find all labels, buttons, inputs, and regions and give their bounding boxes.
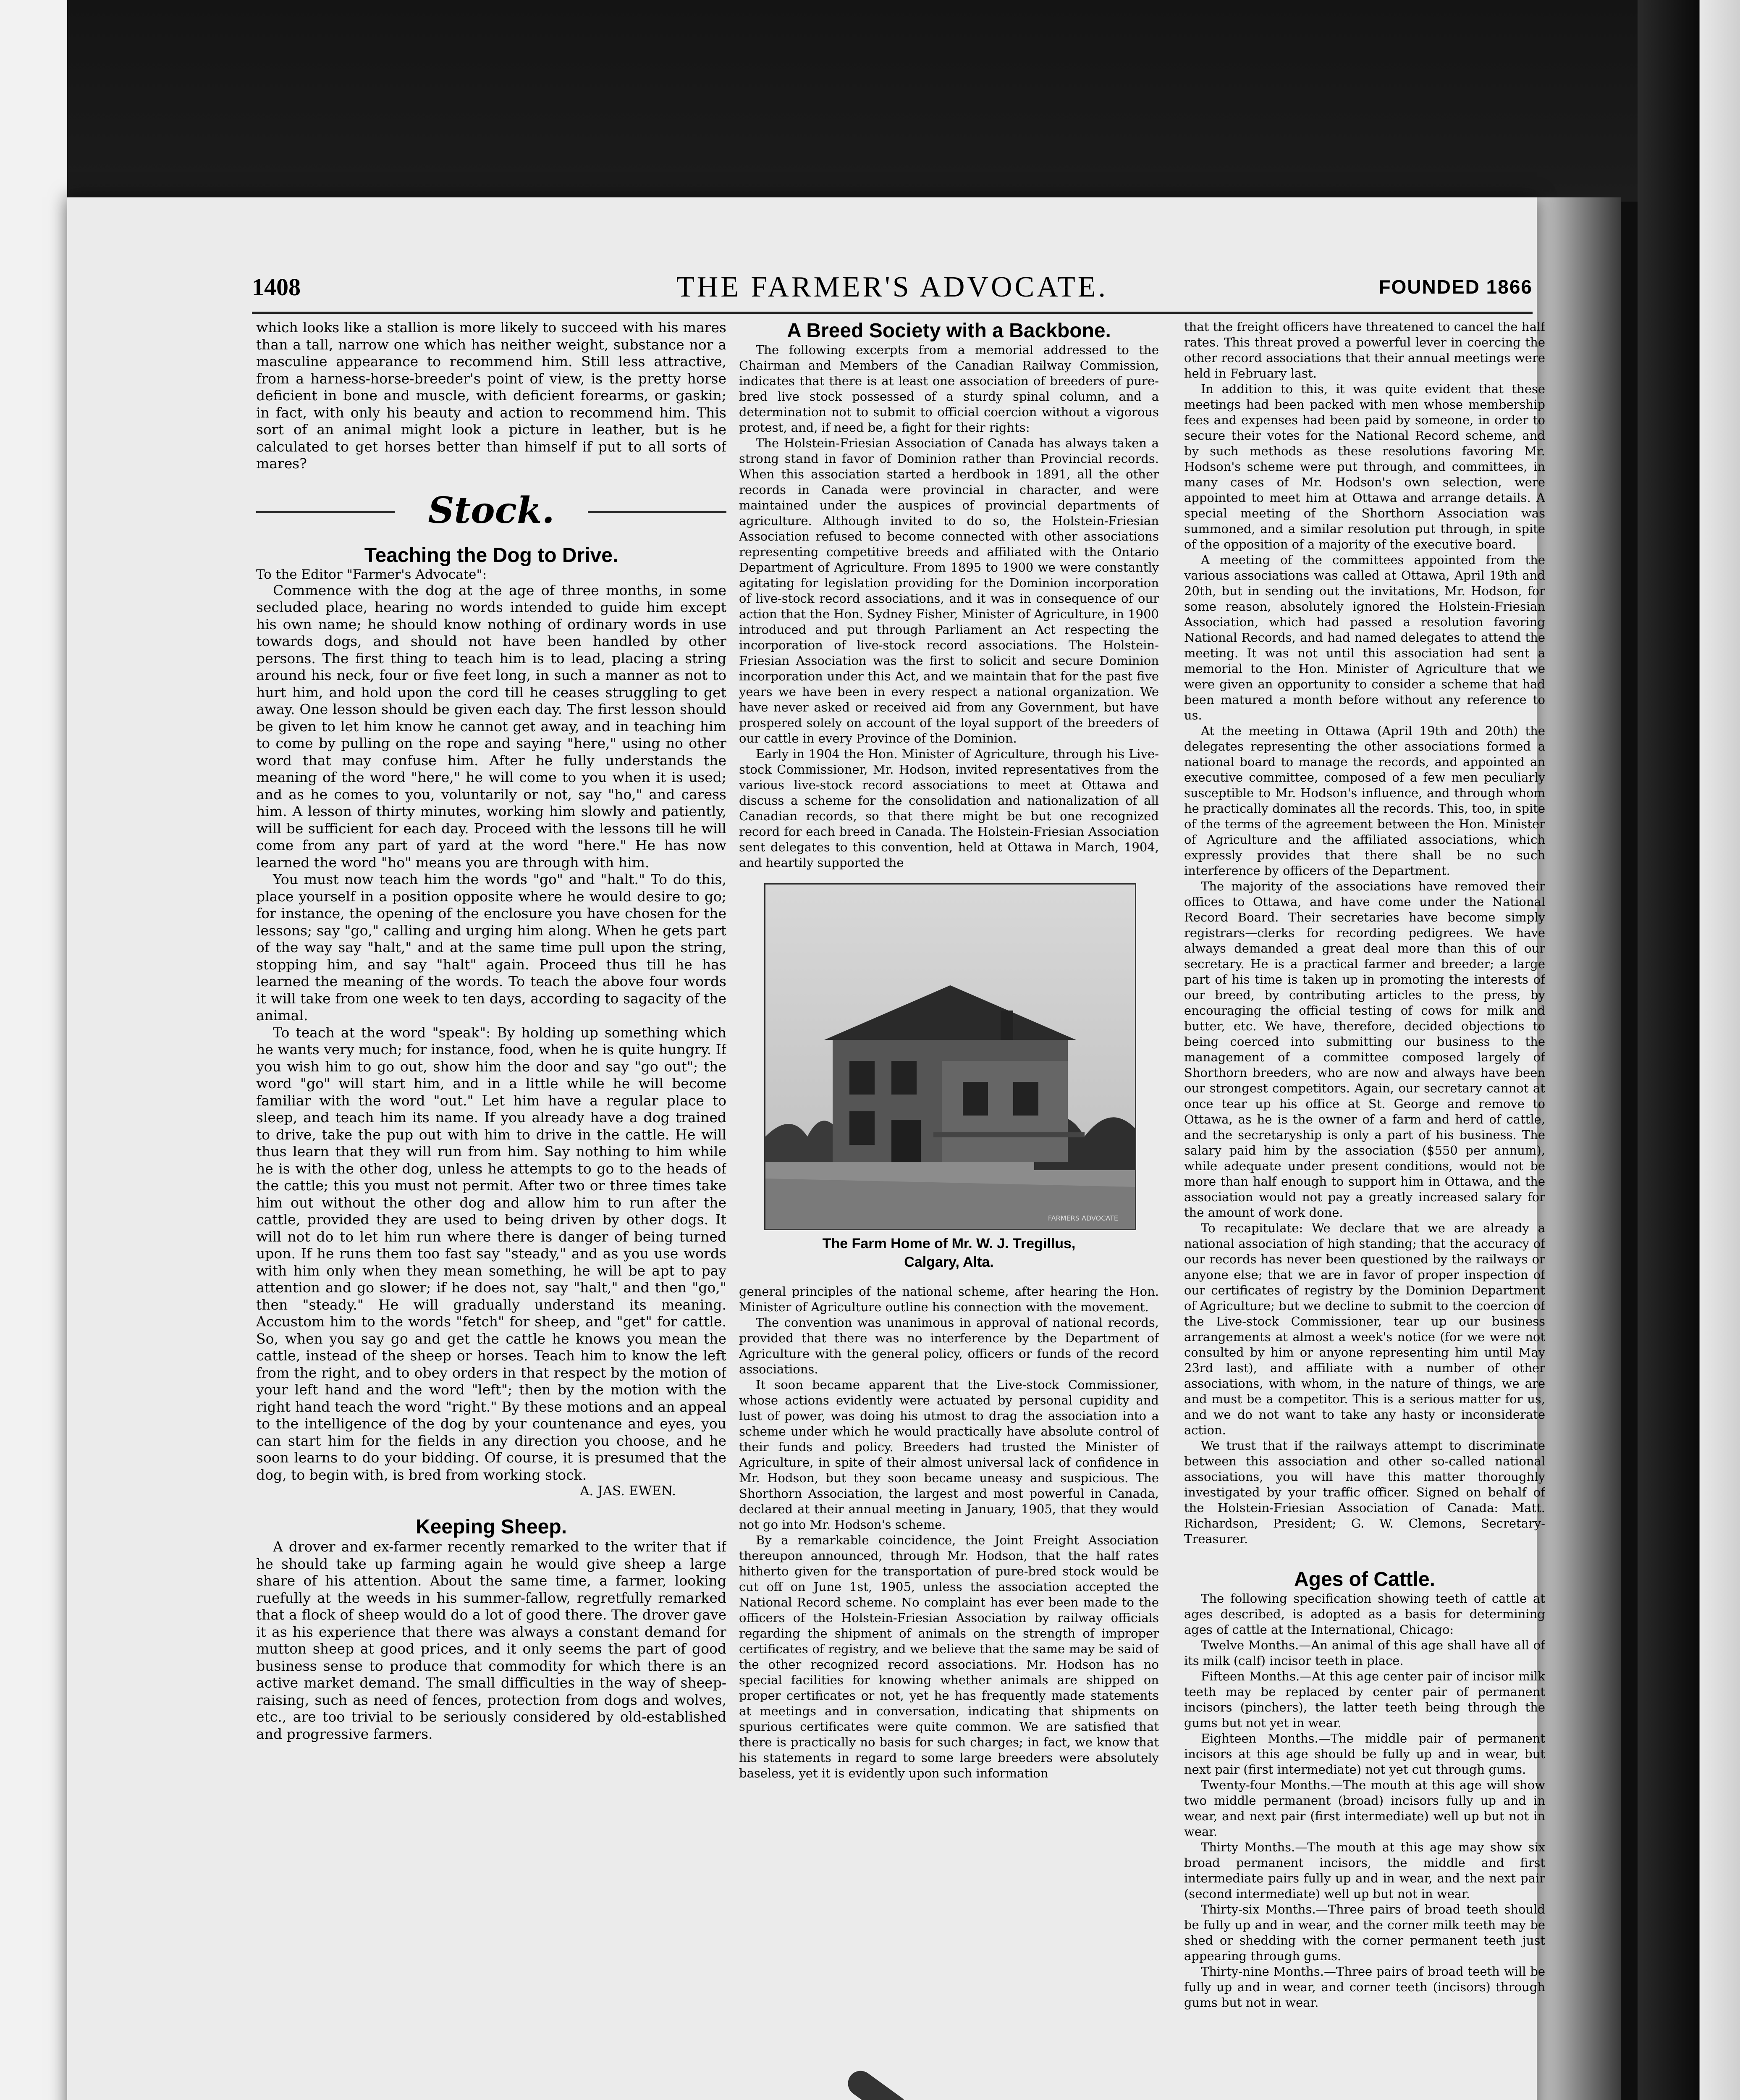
article-paragraph: To teach at the word "speak": By holding up something which he wants very much; for instance, food, when he is quite hungry. If you wish him to go out, show him the door and say "go out"; the word "go" will start him, and in a little while he will become familiar with the word "out." Let him have a regular place to sleep, and teach him its name. If you already have a dog trained to drive, take the pup out with him to drive in the cattle. He will thus learn that they will run from him. Say nothing to him while he is with the other dog, unless he attempts to go to the heads of the cattle; this you must not permit. After two or three times take him out without the other dog and allow him to run after the cattle, provided they are used to being driven by other dogs. It will not do to let him run where there is danger of being turned upon. If he runs them too fast say "steady," and as you use words with him only when they mean something, he will be apt to pay attention and go slower; if he does not, say "halt," and then "go," then "steady." He will gradually understand its meaning. Accustom him to the words "fetch" for sheep, and "get" for cattle. So, when you say go and get the cattle he knows you mean the cattle, instead of the sheep or horses. Teach him to know the left from the right, and to obey orders in that respect by the motion of your left hand and the word "left"; then by the motion with the right hand teach the word "right." By these motions and an appeal to the intelligence of the dog by your countenance and eyes, you can start him for the fields in any direction you choose, and he soon learns to do your bidding. Of course, it is presumed that the dog, to begin with, is bred from working stock.: [256, 1024, 726, 1483]
scanner-background-top: [0, 0, 1740, 202]
article-title-ages: Ages of Cattle.: [1294, 1568, 1436, 1591]
continued-text: which looks like a stallion is more likely to succeed with his mares than a tall, narrow one which has neither weight, substance nor a masculine appearance to recommend him. Still less attractive, from a harness-horse-breeder's point of view, is the pretty horse deficient in bone and muscle, with deficient forearms, or gaskin; in fact, with only his beauty and action to recommend him. This sort of an animal might look a picture in leather, but is he calculated to get horses better than himself if put to all sorts of mares?: [256, 319, 726, 472]
scanner-background-right: [1638, 0, 1740, 2100]
letter-salutation: To the Editor "Farmer's Advocate":: [256, 567, 487, 582]
masthead-rule: [252, 312, 1533, 314]
farm-house-photo: [764, 883, 1136, 1230]
article-paragraph: By a remarkable coincidence, the Joint Freight Association thereupon announced, through Mr. Hodson, that the half rates hitherto given for the transportation of pure-bred stock would be cut off on June 1st, 1905, unless the association accepted the National Record scheme. No complaint has ever been made to the officers of the Holstein-Friesian Association by railway officials regarding the shipment of animals on the strength of improper certificates of registry, and we believe that the same may be said of the other recognized record associations. Mr. Hodson has no special facilities for knowing whether animals are shipped on proper certificates or not, yet he has frequently made statements at meetings and in conversation, indicating that shipments on spurious certificates were quite common. We are satisfied that there is practically no basis for such charges; in fact, we know that his statements in regard to some large breeders were absolutely baseless, yet it is evidently upon such information: [739, 1533, 1159, 1780]
paper-title: THE FARMER'S ADVOCATE.: [676, 271, 1108, 303]
article-paragraph: To recapitulate: We declare that we are already a national association of high standing; that the accuracy of our records has never been questioned by the railways or anyone else; that we are in favor of proper inspection of our certificates of registry by the Dominion Department of Agriculture; but we decline to submit to the coercion of the Live-stock Commissioner, tear up our business arrangements at almost a week's notice (for we were not consulted by him or anyone representing him until May 23rd last), and affiliate with a number of other associations, with whom, in the nature of things, we are and must be a competitor. This is a serious matter for us, and we do not want to take any hasty or inconsiderate action.: [1184, 1221, 1545, 1437]
column-3: [1184, 319, 1545, 2100]
section-banner: [256, 485, 726, 540]
article-paragraph: Thirty-nine Months.—Three pairs of broad teeth will be fully up and in wear, and corner teeth (incisors) through gums but not in wear.: [1184, 1964, 1545, 2010]
article-paragraph: You must now teach him the words "go" and "halt." To do this, place yourself in a position opposite where he would desire to go; for instance, the opening of the enclosure you have chosen for the lessons; say "go," calling and urging him along. When he gets part of the way say "halt," and at the same time pull upon the string, stopping him, and say "halt" again. Proceed thus till he has learned the meaning of the words. To teach the above four words it will take from one week to ten days, according to sagacity of the animal.: [256, 871, 726, 1024]
article-paragraph: The following excerpts from a memorial addressed to the Chairman and Members of the Canadian Railway Commission, indicates that there is at least one association of breeders of pure-bred live stock possessed of a sturdy spinal column, and a determination not to submit to official coercion without a vigorous protest, and, if need be, a fight for their rights:: [739, 343, 1159, 435]
article-paragraph: We trust that if the railways attempt to discriminate between this association and other so-called national associations, you will have this matter thoroughly investigated by your traffic officer. Signed on behalf of the Holstein-Friesian Association of Canada: Matt. Richardson, President; G. W. Clemons, Secretary-Treasurer.: [1184, 1438, 1545, 1546]
article-paragraph: The convention was unanimous in approval of national records, provided that there was no interference by the Department of Agriculture with the general policy, officers or funds of the record associations.: [739, 1315, 1159, 1376]
article-title-breed-society: A Breed Society with a Backbone.: [787, 320, 1111, 342]
photo-caption: [764, 1234, 1134, 1271]
article-paragraph: Thirty-six Months.—Three pairs of broad teeth should be fully up and in wear, and the corner milk teeth may be shed or shedding with the corner permanent teeth just appearing through gums.: [1184, 1902, 1545, 1963]
page-edge-shadow: [1537, 197, 1621, 2100]
article-paragraph: Twelve Months.—An animal of this age shall have all of its milk (calf) incisor teeth in place.: [1184, 1638, 1545, 1668]
article-paragraph: Twenty-four Months.—The mouth at this age will show two middle permanent (broad) incisors fully up and in wear, and next pair (first intermediate) well up but not in wear.: [1184, 1778, 1545, 1839]
article-paragraph: Eighteen Months.—The middle pair of permanent incisors at this age should be fully up and in wear, but next pair (first intermediate) not yet cut through gums.: [1184, 1731, 1545, 1777]
article-paragraph: In addition to this, it was quite evident that these meetings had been packed with men whose membership fees and expenses had been paid by someone, in order to secure their votes for the National Record scheme, and by such methods as these resolutions favoring Mr. Hodson's scheme were put through, and committees, in many cases of Mr. Hodson's own selection, were appointed to meet him at Ottawa and arrange details. A special meeting of the Shorthorn Association was summoned, and a similar resolution put through, in spite of the opposition of a majority of the executive board.: [1184, 382, 1545, 551]
scanner-background-left: [0, 0, 67, 2100]
article-paragraph: Fifteen Months.—At this age center pair of incisor milk teeth may be replaced by center pair of permanent incisors (pinchers), the latter teeth being through the gums but not yet in wear.: [1184, 1669, 1545, 1730]
article-title-sheep: Keeping Sheep.: [415, 1516, 567, 1538]
article-paragraph: Commence with the dog at the age of three months, in some secluded place, hearing no words intended to guide him except his own name; he should know nothing of ordinary words in use towards dogs, and should not have been handled by other persons. The first thing to teach him is to lead, placing a string around his neck, four or five feet long, in such a manner as not to hurt him, and hold upon the cord till he ceases struggling to get away. One lesson should be given each day. The first lesson should be given to let him know he cannot get away, and in teaching him to come by pulling on the rope and saying "here," using no other word that may confuse him. After he fully understands the meaning of the word "here," he will come to you when it is used; and as he comes to you, voluntarily or not, say "ho," and caress him. A lesson of thirty minutes, working him slowly and patiently, will be sufficient for each day. Proceed with the lessons till he will come from any part of yard at the word "here." He has now learned the word "ho" means you are through with him.: [256, 582, 726, 871]
article-paragraph: The majority of the associations have removed their offices to Ottawa, and have come under the National Record Board. Their secretaries have become simply registrars—clerks for recording pedigrees. We have always demanded a great deal more than this of our secretary. He is a practical farmer and breeder; a large part of his time is taken up in promoting the interests of our breed, by contributing articles to the press, by encouraging the official testing of cows for milk and butter, etc. We have, therefore, decided objections to being coerced into submitting our business to the management of a committee composed largely of Shorthorn breeders, who are now and always have been our strongest competitors. Again, our secretary cannot at once tear up his office at St. George and remove to Ottawa, as he is the owner of a farm and herd of cattle, and the secretaryship is only a part of his business. The salary paid him by the association ($550 per annum), while adequate under present conditions, would not be more than half enough to support him in Ottawa, and the association would not pay a greatly increased salary for the amount of work done.: [1184, 879, 1545, 1220]
page-number: 1408: [252, 273, 301, 301]
masthead: [252, 273, 1533, 311]
article-paragraph: A drover and ex-farmer recently remarked to the writer that if he should take up farming again he would give sheep a large share of his attention. About the same time, a farmer, looking ruefully at the weeds in his summer-fallow, regretfully remarked that a flock of sheep would do a lot of good there. The drover gave it as his experience that there was always a constant demand for mutton sheep at good prices, and it only seems the part of good business sense to produce that commodity for which there is an active market demand. The small difficulties in the way of sheep-raising, such as need of fences, protection from dogs and wolves, etc., are too trivial to be seriously considered by old-established and progressive farmers.: [256, 1538, 726, 1742]
article-paragraph: The Holstein-Friesian Association of Canada has always taken a strong stand in favor of Dominion rather than Provincial records. When this association started a herdbook in 1891, all the other records in Canada were provincial in character, and were maintained under the auspices of provincial departments of agriculture. Although invited to do so, the Holstein-Friesian Association refused to become connected with other associations representing competitive breeds and affiliated with the Ontario Department of Agriculture. From 1895 to 1900 we were constantly agitating for legislation providing for the Dominion incorporation of live-stock record associations, and it was in consequence of our action that the Hon. Sydney Fisher, Minister of Agriculture, in 1900 introduced and put through Parliament an Act respecting the incorporation of live-stock record associations. The Holstein-Friesian Association was the first to solicit and secure Dominion incorporation under this Act, and we maintain that for the past five years we have been in every respect a national organization. We have never asked or received aid from any Government, but have prospered solely on account of the loyal support of the breeders of our cattle in every Province of the Dominion.: [739, 436, 1159, 746]
article-paragraph: It soon became apparent that the Live-stock Commissioner, whose actions evidently were actuated by personal cupidity and lust of power, was doing his utmost to drag the association into a scheme under which he would practically have absolute control of their funds and policy. Breeders had trusted the Minister of Agriculture, in spite of their almost universal lack of confidence in Mr. Hodson, but they soon became uneasy and suspicious. The Shorthorn Association, the largest and most powerful in Canada, declared at their annual meeting in January, 1905, that they would not go into Mr. Hodson's scheme.: [739, 1378, 1159, 1532]
article-paragraph: Early in 1904 the Hon. Minister of Agriculture, through his Live-stock Commissioner, Mr. Hodson, invited representatives from the various live-stock record associations to meet at Ottawa and discuss a scheme for the consolidation and nationalization of all Canadian records, so that there might be but one recognized record for each breed in Canada. The Holstein-Friesian Association sent delegates to this convention, held at Ottawa in March, 1904, and heartily supported the: [739, 747, 1159, 870]
section-heading-stock: Stock.: [428, 489, 555, 532]
article-paragraph: Thirty Months.—The mouth at this age may show six broad permanent incisors, the middle and first intermediate pairs fully up and in wear, and the next pair (second intermediate) well up but not in wear.: [1184, 1840, 1545, 1901]
banner-rule-right: [588, 511, 726, 513]
photo-caption-line-1: The Farm Home of Mr. W. J. Tregillus,: [822, 1236, 1076, 1252]
photo-block: [764, 883, 1134, 1271]
column-1: [256, 319, 726, 2100]
photo-caption-line-2: Calgary, Alta.: [904, 1254, 994, 1270]
article-signature: A. JAS. EWEN.: [580, 1483, 676, 1499]
article-paragraph: A meeting of the committees appointed from the various associations was called at Ottawa, April 19th and 20th, but in sending out the invitations, Mr. Hodson, for some reason, absolutely ignored the Holstein-Friesian Association, which had passed a resolution favoring National Records, and had named delegates to attend the meeting. It was not until this association had sent a memorial to the Hon. Minister of Agriculture that we were given an opportunity to consider a scheme that had been matured a month before without any reference to us.: [1184, 553, 1545, 722]
article-paragraph: general principles of the national scheme, after hearing the Hon. Minister of Agriculture outline his connection with the movement.: [739, 1284, 1159, 1314]
column-2: [739, 319, 1159, 2100]
article-paragraph: At the meeting in Ottawa (April 19th and 20th) the delegates representing the other associations formed a national board to manage the records, and appointed an executive committee, composed of a few men peculiarly susceptible to Mr. Hodson's influence, and through whom he practically dominates all the records. This, too, in spite of the terms of the agreement between the Hon. Minister of Agriculture and the affiliated associations, which expressly provides that there shall be no such interference by officers of the Department.: [1184, 724, 1545, 878]
article-title-dog: Teaching the Dog to Drive.: [364, 544, 618, 567]
article-paragraph: that the freight officers have threatened to cancel the half rates. This threat proved a powerful lever in coercing the other record associations that their annual meetings were held in February last.: [1184, 320, 1545, 381]
photo-credit: FARMERS ADVOCATE: [1048, 1214, 1118, 1222]
article-paragraph: The following specification showing teeth of cattle at ages described, is adopted as a basis for determining ages of cattle at the International, Chicago:: [1184, 1591, 1545, 1637]
founded-label: FOUNDED 1866: [1378, 276, 1533, 298]
